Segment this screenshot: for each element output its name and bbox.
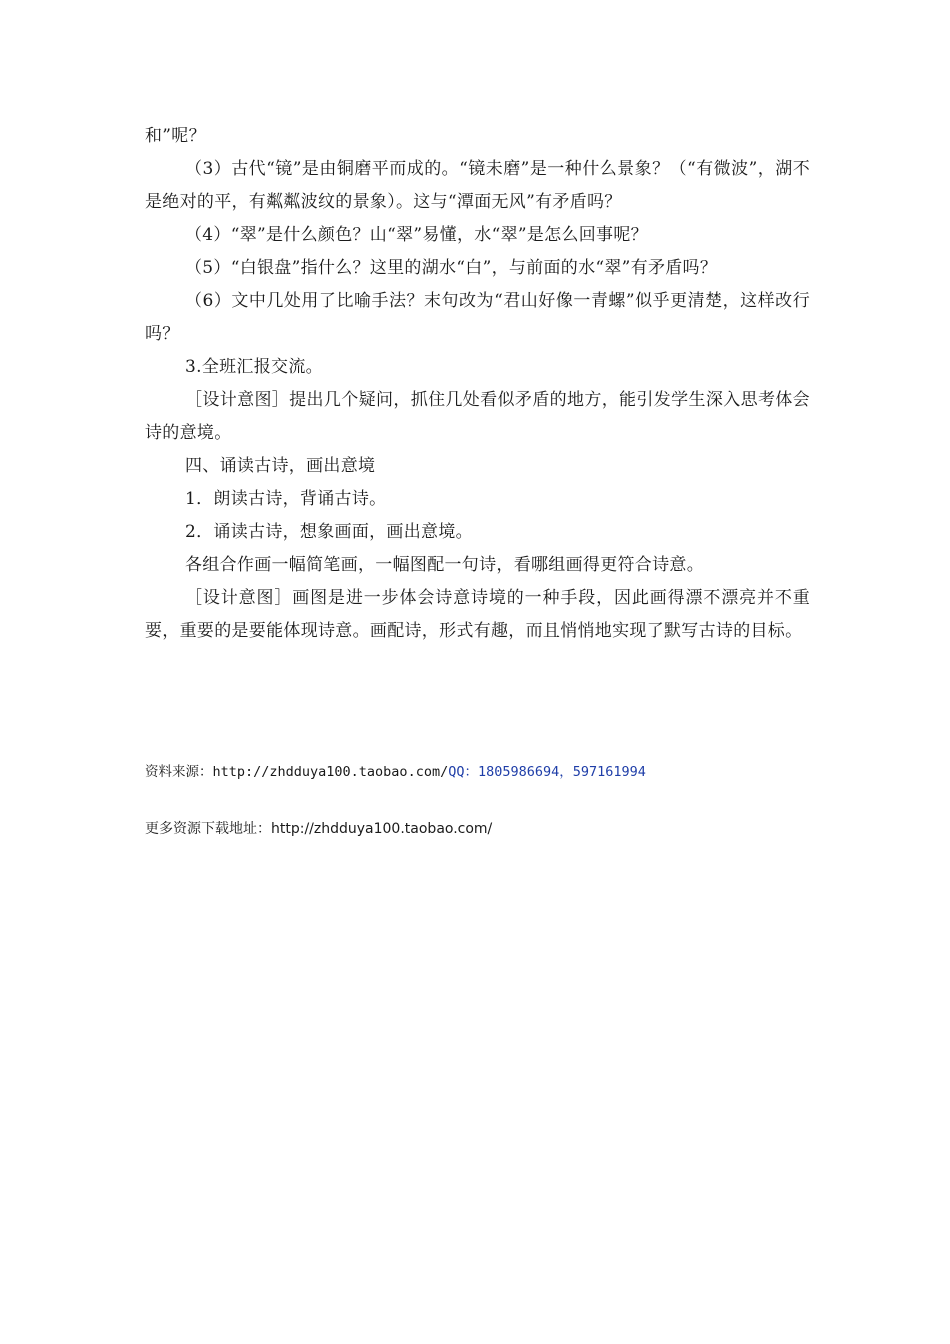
document-body [145,120,810,648]
question-3: （3）古代“镜”是由铜磨平而成的。“镜未磨”是一种什么景象？（“有微波”，湖不是绝对的平，有粼粼波纹的景象）。这与“潭面无风”有矛盾吗？ [145,159,810,212]
group-task: 各组合作画一幅简笔画，一幅图配一句诗，看哪组画得更符合诗意。 [185,555,704,575]
question-5: （5）“白银盘”指什么？这里的湖水“白”，与前面的水“翠”有矛盾吗？ [185,258,718,278]
step-1: 1．朗读古诗，背诵古诗。 [185,489,387,509]
paragraph-continuation: 和”呢？ [145,126,206,146]
section-heading-4: 四、诵读古诗，画出意境 [185,456,376,476]
design-intent-2: ［设计意图］画图是进一步体会诗意诗境的一种手段，因此画得漂不漂亮并不重要，重要的是要能体现诗意。画配诗，形式有趣，而且悄悄地实现了默写古诗的目标。 [145,588,810,641]
design-intent-1: ［设计意图］提出几个疑问，抓住几处看似矛盾的地方，能引发学生深入思考体会诗的意境。 [145,390,810,443]
question-4: （4）“翠”是什么颜色？山“翠”易懂，水“翠”是怎么回事呢？ [185,225,648,245]
qq-contact: QQ：1805986694，597161994 [448,764,646,780]
step-3: 3.全班汇报交流。 [185,357,323,377]
more-resources-link[interactable]: 更多资源下载地址：http://zhdduya100.taobao.com/ [145,821,493,837]
step-2: 2．诵读古诗，想象画面，画出意境。 [185,522,473,542]
question-6: （6）文中几处用了比喻手法？末句改为“君山好像一青螺”似乎更清楚，这样改行吗？ [145,291,810,344]
source-link[interactable]: 资料来源：http://zhdduya100.taobao.com/ [145,764,449,780]
footer-more-line [145,819,845,839]
footer-source-line [145,762,845,782]
